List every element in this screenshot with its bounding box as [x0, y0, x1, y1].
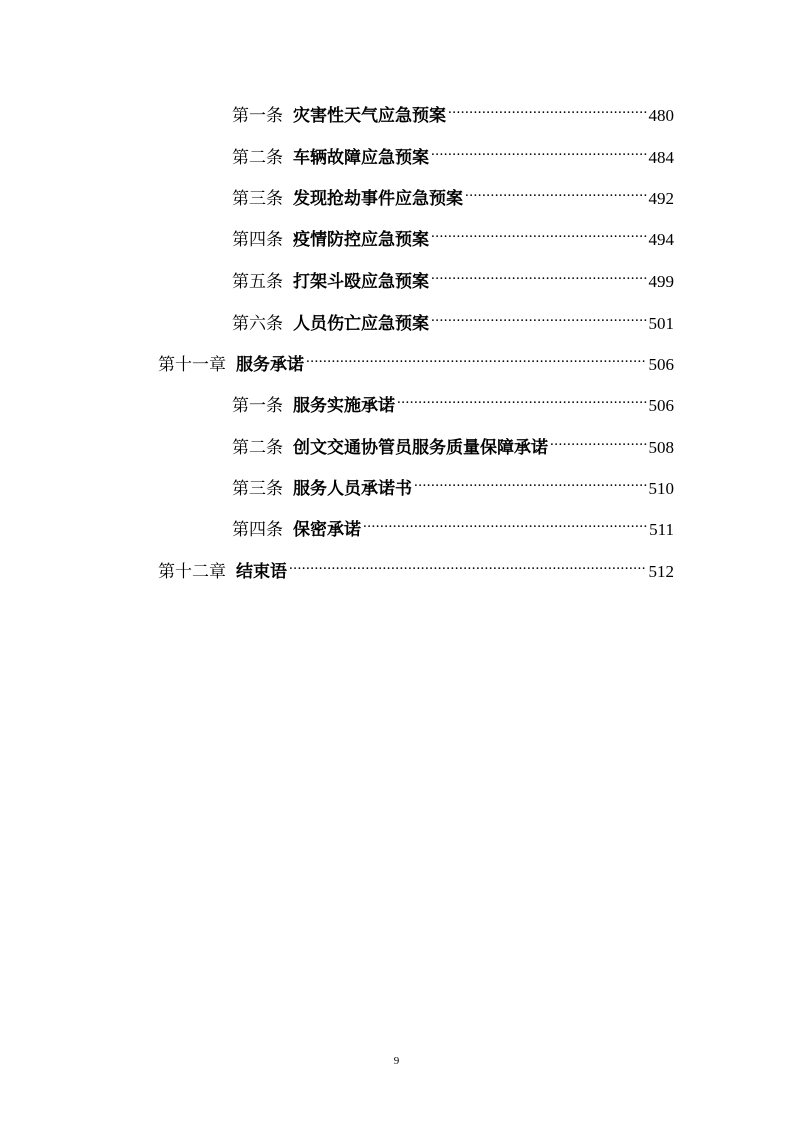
toc-entry-page: 501 — [648, 314, 674, 333]
toc-entry-number: 第四条 — [232, 520, 283, 540]
toc-chapter-title: 结束语 — [236, 562, 287, 582]
toc-entry-number: 第一条 — [232, 106, 283, 126]
toc-entry-page: 484 — [648, 148, 674, 167]
dot-leader — [465, 180, 647, 204]
dot-leader — [448, 97, 647, 121]
toc-chapter[interactable] — [158, 346, 674, 375]
toc-entry-title: 保密承诺 — [293, 520, 361, 540]
toc-chapter[interactable] — [158, 553, 674, 582]
dot-leader — [397, 387, 647, 411]
toc-entry-number: 第四条 — [232, 230, 283, 250]
toc-entry-title: 服务人员承诺书 — [293, 479, 412, 499]
toc-entry-number: 第二条 — [232, 438, 283, 458]
toc-entry[interactable] — [232, 511, 674, 540]
toc-chapter-number: 第十一章 — [158, 355, 226, 375]
toc-entry-number: 第一条 — [232, 396, 283, 416]
page-number: 9 — [393, 1055, 400, 1067]
toc-chapter-number: 第十二章 — [158, 562, 226, 582]
toc-entry[interactable] — [232, 263, 674, 292]
toc-entry-page: 506 — [648, 396, 674, 415]
dot-leader — [431, 221, 647, 245]
dot-leader — [431, 305, 647, 329]
toc-entry-title: 打架斗殴应急预案 — [293, 272, 429, 292]
toc-entry[interactable] — [232, 221, 674, 250]
toc-entry-number: 第六条 — [232, 314, 283, 334]
toc-entry-title: 灾害性天气应急预案 — [293, 106, 446, 126]
toc-entry-page: 492 — [648, 189, 674, 208]
toc-chapter-title: 服务承诺 — [236, 355, 304, 375]
dot-leader — [431, 263, 647, 287]
toc-entry-number: 第五条 — [232, 272, 283, 292]
dot-leader — [306, 346, 647, 370]
toc-entry-page: 480 — [648, 106, 674, 125]
toc-entry-page: 508 — [648, 438, 674, 457]
toc-entry[interactable] — [232, 139, 674, 168]
toc-entry[interactable] — [232, 387, 674, 416]
toc-entry[interactable] — [232, 305, 674, 334]
toc-chapter-page: 506 — [648, 355, 674, 374]
toc-entry[interactable] — [232, 97, 674, 126]
toc-entry[interactable] — [232, 180, 674, 209]
toc-entry-title: 疫情防控应急预案 — [293, 230, 429, 250]
toc-entry[interactable] — [232, 429, 674, 458]
toc-entry-number: 第二条 — [232, 148, 283, 168]
toc-entry-title: 发现抢劫事件应急预案 — [293, 189, 463, 209]
toc-entry-page: 499 — [648, 272, 674, 291]
toc-entry-number: 第三条 — [232, 479, 283, 499]
toc-entry-page: 510 — [648, 479, 674, 498]
toc-entry-title: 创文交通协管员服务质量保障承诺 — [293, 438, 548, 458]
toc-entry-title: 车辆故障应急预案 — [293, 148, 429, 168]
toc-entry[interactable] — [232, 470, 674, 499]
toc-entry-title: 人员伤亡应急预案 — [293, 314, 429, 334]
toc-entry-title: 服务实施承诺 — [293, 396, 395, 416]
dot-leader — [431, 139, 647, 163]
toc-chapter-page: 512 — [648, 562, 674, 581]
dot-leader — [289, 553, 647, 577]
toc-entry-page: 494 — [648, 230, 674, 249]
toc-entry-page: 511 — [649, 520, 674, 539]
dot-leader — [414, 470, 647, 494]
dot-leader — [363, 511, 647, 535]
toc-entry-number: 第三条 — [232, 189, 283, 209]
dot-leader — [550, 429, 647, 453]
